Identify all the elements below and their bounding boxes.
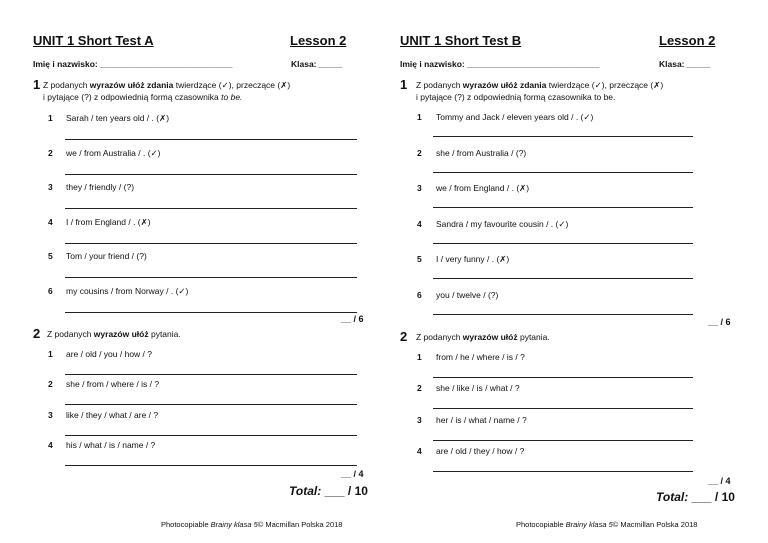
answer-line[interactable]: [433, 377, 693, 378]
test-b-name-field: Imię i nazwisko: ____________________________: [400, 59, 600, 69]
item-number: 1: [48, 113, 53, 123]
item-number: 6: [417, 289, 422, 300]
test-a-class-field: Klasa: _____: [291, 59, 343, 69]
item-number: 2: [48, 379, 53, 390]
item-prompt: we / from Australia / . (✓): [66, 147, 161, 158]
item-number: 4: [48, 216, 53, 227]
item-number: 3: [48, 182, 53, 192]
test-a-ex1-score: __ / 6: [341, 314, 364, 324]
test-b-footer: Photocopiable Brainy klasa 5© Macmillan Polska 2018: [516, 520, 698, 529]
test-b-ex2-number: 2: [400, 329, 408, 344]
answer-line[interactable]: [65, 465, 357, 466]
item-prompt: Tommy and Jack / eleven years old / . (✓): [436, 112, 594, 122]
test-a-ex2-number: 2: [33, 326, 41, 341]
item-number: 3: [48, 409, 53, 420]
item-prompt: are / old / they / how / ?: [436, 445, 525, 456]
answer-line[interactable]: [65, 277, 357, 278]
item-prompt: I / from England / . (✗): [66, 216, 151, 227]
test-a-sheet: [33, 0, 373, 543]
item-number: 1: [417, 112, 422, 122]
test-b-ex1-number: 1: [400, 77, 408, 92]
item-number: 4: [417, 445, 422, 456]
item-prompt: you / twelve / (?): [436, 289, 499, 300]
answer-line[interactable]: [65, 208, 357, 209]
answer-line[interactable]: [433, 408, 693, 409]
test-a-title: UNIT 1 Short Test A: [33, 33, 154, 48]
answer-line[interactable]: [433, 471, 693, 472]
item-prompt: they / friendly / (?): [66, 182, 135, 192]
test-b-ex1-instructions: Z podanych wyrazów ułóż zdania twierdzące (✓), przeczące (✗) i pytające (?) z odpowiednią formą czasownika to be.: [416, 80, 664, 102]
test-a-lesson: Lesson 2: [290, 33, 347, 48]
test-a-ex2-score: __ / 4: [341, 469, 364, 479]
test-a-ex1-number: 1: [33, 77, 41, 92]
answer-line[interactable]: [65, 174, 357, 175]
item-number: 3: [417, 183, 422, 193]
answer-line[interactable]: [433, 136, 693, 137]
item-prompt: Sandra / my favourite cousin / . (✓): [436, 218, 569, 229]
test-b-sheet: [400, 0, 735, 543]
item-number: 4: [48, 439, 53, 450]
answer-line[interactable]: [433, 440, 693, 441]
test-b-class-field: Klasa: _____: [659, 59, 711, 69]
answer-line[interactable]: [433, 243, 693, 244]
item-prompt: she / like / is / what / ?: [436, 383, 520, 394]
item-number: 1: [417, 352, 422, 362]
item-prompt: are / old / you / how / ?: [66, 349, 152, 359]
item-prompt: from / he / where / is / ?: [436, 352, 525, 362]
item-prompt: his / what / is / name / ?: [66, 439, 156, 450]
item-prompt: like / they / what / are / ?: [66, 409, 159, 420]
item-prompt: she / from Australia / (?): [436, 147, 527, 158]
item-prompt: her / is / what / name / ?: [436, 414, 527, 425]
test-b-lesson: Lesson 2: [659, 33, 716, 48]
item-prompt: Tom / your friend / (?): [66, 251, 147, 261]
test-a-footer: Photocopiable Brainy klasa 5© Macmillan Polska 2018: [161, 520, 343, 529]
answer-line[interactable]: [65, 139, 357, 140]
answer-line[interactable]: [65, 374, 357, 375]
answer-line[interactable]: [433, 278, 693, 279]
item-prompt: I / very funny / . (✗): [436, 254, 510, 264]
item-number: 3: [417, 414, 422, 425]
item-number: 4: [417, 218, 422, 229]
item-number: 2: [417, 383, 422, 394]
item-number: 1: [48, 349, 53, 359]
answer-line[interactable]: [433, 172, 693, 173]
item-prompt: my cousins / from Norway / . (✓): [66, 285, 189, 296]
item-prompt: we / from England / . (✗): [436, 183, 530, 193]
test-b-ex1-score: __ / 6: [708, 317, 731, 327]
answer-line[interactable]: [65, 435, 357, 436]
item-number: 5: [48, 251, 53, 261]
answer-line[interactable]: [65, 404, 357, 405]
answer-line[interactable]: [433, 314, 693, 315]
test-a-ex1-instructions: Z podanych wyrazów ułóż zdania twierdzące (✓), przeczące (✗) i pytające (?) z odpowiednią formą czasownika to be.: [43, 80, 291, 102]
item-number: 2: [48, 147, 53, 158]
test-a-ex2-instructions: Z podanych wyrazów ułóż pytania.: [47, 329, 181, 339]
answer-line[interactable]: [65, 312, 357, 313]
item-number: 2: [417, 147, 422, 158]
test-a-name-field: Imię i nazwisko: ____________________________: [33, 59, 233, 69]
item-number: 6: [48, 285, 53, 296]
test-a-total: Total: ___ / 10: [289, 484, 368, 498]
answer-line[interactable]: [65, 243, 357, 244]
test-b-title: UNIT 1 Short Test B: [400, 33, 522, 48]
test-b-ex2-instructions: Z podanych wyrazów ułóż pytania.: [416, 332, 550, 342]
item-prompt: she / from / where / is / ?: [66, 379, 160, 390]
item-prompt: Sarah / ten years old / . (✗): [66, 113, 170, 123]
answer-line[interactable]: [433, 207, 693, 208]
test-b-total: Total: ___ / 10: [656, 490, 735, 504]
test-b-ex2-score: __ / 4: [708, 476, 731, 486]
item-number: 5: [417, 254, 422, 264]
